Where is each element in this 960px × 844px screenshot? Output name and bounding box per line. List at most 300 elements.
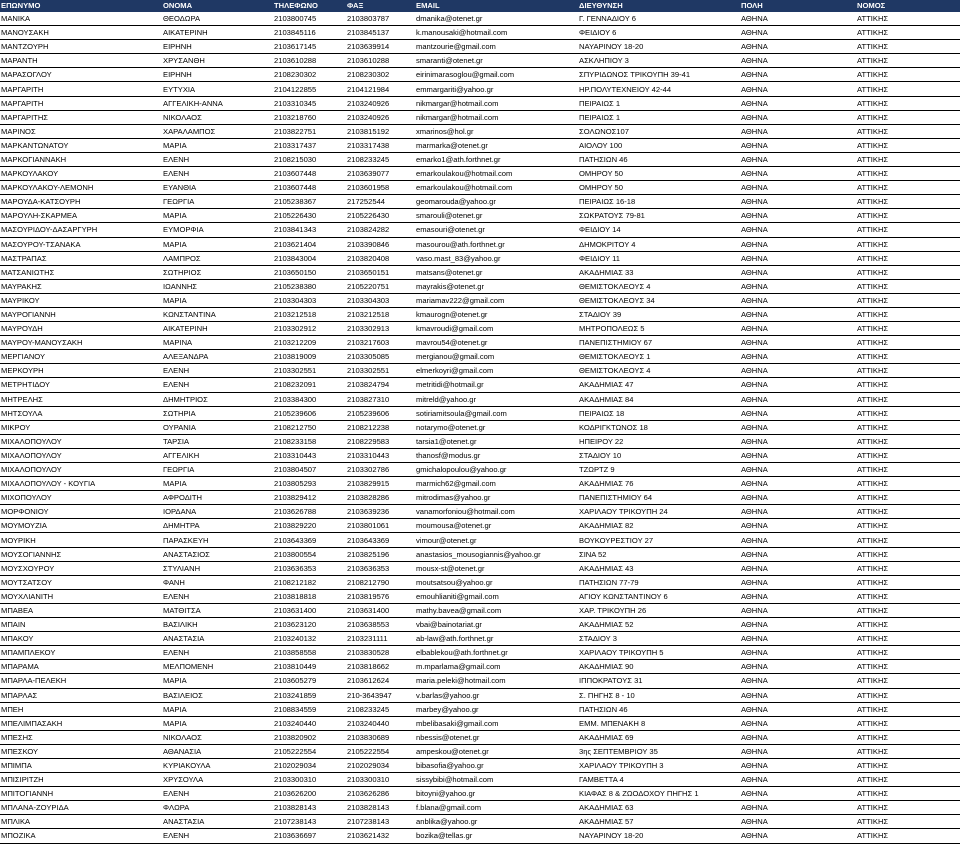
header-surname: ΕΠΩΝΥΜΟ	[0, 0, 162, 12]
first-name-cell: ΜΑΡΙΑ	[162, 702, 273, 716]
email-cell: masourou@ath.forthnet.gr	[415, 237, 578, 251]
first-name-cell: ΕΛΕΝΗ	[162, 829, 273, 843]
first-name-cell: ΑΙΚΑΤΕΡΙΝΗ	[162, 322, 273, 336]
fax-cell: 2103639914	[346, 40, 415, 54]
email-cell: mitrodimas@yahoo.gr	[415, 491, 578, 505]
prefecture-cell: ΑΤΤΙΚΗΣ	[856, 68, 960, 82]
fax-cell: 2103820408	[346, 251, 415, 265]
city-cell: ΑΘΗΝΑ	[740, 434, 856, 448]
fax-cell: 2103643369	[346, 533, 415, 547]
email-cell: eirinimarasoglou@gmail.com	[415, 68, 578, 82]
email-cell: emouhlianiti@gmail.com	[415, 589, 578, 603]
surname-cell: ΜΠΙΜΠΑ	[0, 758, 162, 772]
address-cell: ΗΠΕΙΡΟΥ 22	[578, 434, 740, 448]
first-name-cell: ΦΛΩΡΑ	[162, 801, 273, 815]
table-row	[0, 434, 960, 448]
surname-cell: ΜΑΡΙΝΟΣ	[0, 124, 162, 138]
first-name-cell: ΑΙΚΑΤΕΡΙΝΗ	[162, 26, 273, 40]
email-cell: marmich62@gmail.com	[415, 477, 578, 491]
fax-cell: 2103650151	[346, 265, 415, 279]
email-cell: emarkoulakou@hotmail.com	[415, 167, 578, 181]
address-cell: ΑΚΑΔΗΜΙΑΣ 69	[578, 730, 740, 744]
first-name-cell: ΜΑΡΙΑ	[162, 293, 273, 307]
phone-cell: 2108212750	[273, 420, 346, 434]
surname-cell: ΜΠΑΡΛΑ-ΠΕΛΕΚΗ	[0, 674, 162, 688]
city-cell: ΑΘΗΝΑ	[740, 68, 856, 82]
first-name-cell: ΕΛΕΝΗ	[162, 589, 273, 603]
email-cell: sissybibi@hotmail.com	[415, 773, 578, 787]
fax-cell: 2103240926	[346, 96, 415, 110]
phone-cell: 2103212518	[273, 307, 346, 321]
phone-cell: 2103631400	[273, 603, 346, 617]
prefecture-cell: ΑΤΤΙΚΗΣ	[856, 152, 960, 166]
surname-cell: ΜΟΥΧΛΙΑΝΙΤΗ	[0, 589, 162, 603]
address-cell: ΑΣΚΛΗΠΙΟΥ 3	[578, 54, 740, 68]
fax-cell: 2103217603	[346, 336, 415, 350]
phone-cell: 2108233158	[273, 434, 346, 448]
surname-cell: ΜΗΤΡΕΛΗΣ	[0, 392, 162, 406]
surname-cell: ΜΕΤΡΗΤΙΔΟΥ	[0, 378, 162, 392]
surname-cell: ΜΙΧΑΛΟΠΟΥΛΟΥ	[0, 434, 162, 448]
table-row	[0, 364, 960, 378]
prefecture-cell: ΑΤΤΙΚΗΣ	[856, 674, 960, 688]
email-cell: ampeskou@otenet.gr	[415, 744, 578, 758]
fax-cell: 2107238143	[346, 815, 415, 829]
surname-cell: ΜΟΡΦΟΝΙΟΥ	[0, 505, 162, 519]
address-cell: ΙΠΠΟΚΡΑΤΟΥΣ 31	[578, 674, 740, 688]
first-name-cell: ΣΤΥΛΙΑΝΗ	[162, 561, 273, 575]
table-row	[0, 293, 960, 307]
header-prefecture: ΝΟΜΟΣ	[856, 0, 960, 12]
surname-cell: ΜΠΕΛΙΜΠΑΣΑΚΗ	[0, 716, 162, 730]
surname-cell: ΜΑΡΚΟΓΙΑΝΝΑΚΗ	[0, 152, 162, 166]
prefecture-cell: ΑΤΤΙΚΗΣ	[856, 547, 960, 561]
fax-cell: 2102029034	[346, 758, 415, 772]
prefecture-cell: ΑΤΤΙΚΗΣ	[856, 632, 960, 646]
email-cell: mitreld@yahoo.gr	[415, 392, 578, 406]
table-row	[0, 336, 960, 350]
email-cell: xmarinos@hol.gr	[415, 124, 578, 138]
fax-cell: 2103231111	[346, 632, 415, 646]
prefecture-cell: ΑΤΤΙΚΗΣ	[856, 96, 960, 110]
first-name-cell: ΕΛΕΝΗ	[162, 787, 273, 801]
city-cell: ΑΘΗΝΑ	[740, 660, 856, 674]
prefecture-cell: ΑΤΤΙΚΗΣ	[856, 815, 960, 829]
phone-cell: 2103800554	[273, 547, 346, 561]
surname-cell: ΜΟΥΡΙΚΗ	[0, 533, 162, 547]
table-row	[0, 26, 960, 40]
prefecture-cell: ΑΤΤΙΚΗΣ	[856, 589, 960, 603]
city-cell: ΑΘΗΝΑ	[740, 477, 856, 491]
surname-cell: ΜΠΑΜΠΛΕΚΟΥ	[0, 646, 162, 660]
prefecture-cell: ΑΤΤΙΚΗΣ	[856, 434, 960, 448]
city-cell: ΑΘΗΝΑ	[740, 716, 856, 730]
fax-cell: 2103830528	[346, 646, 415, 660]
prefecture-cell: ΑΤΤΙΚΗΣ	[856, 26, 960, 40]
email-cell: bitoyni@yahoo.gr	[415, 787, 578, 801]
city-cell: ΑΘΗΝΑ	[740, 632, 856, 646]
table-row	[0, 82, 960, 96]
city-cell: ΑΘΗΝΑ	[740, 12, 856, 26]
surname-cell: ΜΑΥΡΙΚΟΥ	[0, 293, 162, 307]
table-row	[0, 181, 960, 195]
prefecture-cell: ΑΤΤΙΚΗΣ	[856, 350, 960, 364]
prefecture-cell: ΑΤΤΙΚΗΣ	[856, 477, 960, 491]
city-cell: ΑΘΗΝΑ	[740, 82, 856, 96]
surname-cell: ΜΠΑΡΛΑΣ	[0, 688, 162, 702]
prefecture-cell: ΑΤΤΙΚΗΣ	[856, 463, 960, 477]
phone-cell: 2108232091	[273, 378, 346, 392]
surname-cell: ΜΠΕΗ	[0, 702, 162, 716]
city-cell: ΑΘΗΝΑ	[740, 378, 856, 392]
fax-cell: 2103212518	[346, 307, 415, 321]
first-name-cell: ΠΑΡΑΣΚΕΥΗ	[162, 533, 273, 547]
city-cell: ΑΘΗΝΑ	[740, 646, 856, 660]
address-cell: ΑΚΑΔΗΜΙΑΣ 82	[578, 519, 740, 533]
address-cell: ΣΤΑΔΙΟΥ 3	[578, 632, 740, 646]
table-row	[0, 674, 960, 688]
email-cell: ab-law@ath.forthnet.gr	[415, 632, 578, 646]
address-cell: ΟΜΗΡΟΥ 50	[578, 167, 740, 181]
prefecture-cell: ΑΤΤΙΚΗΣ	[856, 702, 960, 716]
address-cell: ΦΕΙΔΙΟΥ 14	[578, 223, 740, 237]
table-row	[0, 152, 960, 166]
address-cell: ΝΑΥΑΡΙΝΟΥ 18-20	[578, 829, 740, 843]
table-row	[0, 68, 960, 82]
table-row	[0, 829, 960, 843]
phone-cell: 2103302912	[273, 322, 346, 336]
address-cell: ΑΚΑΔΗΜΙΑΣ 43	[578, 561, 740, 575]
email-cell: mantzourie@gmail.com	[415, 40, 578, 54]
city-cell: ΑΘΗΝΑ	[740, 420, 856, 434]
surname-cell: ΜΑΡΚΟΥΛΑΚΟΥ	[0, 167, 162, 181]
surname-cell: ΜΠΟΖΙΚΑ	[0, 829, 162, 843]
phone-cell: 2103304303	[273, 293, 346, 307]
fax-cell: 2105226430	[346, 209, 415, 223]
city-cell: ΑΘΗΝΑ	[740, 505, 856, 519]
city-cell: ΑΘΗΝΑ	[740, 195, 856, 209]
phone-cell: 2103626200	[273, 787, 346, 801]
email-cell: kmaurogn@otenet.gr	[415, 307, 578, 321]
phone-cell: 2103829412	[273, 491, 346, 505]
phone-cell: 2103858558	[273, 646, 346, 660]
email-cell: matsans@otenet.gr	[415, 265, 578, 279]
table-body	[0, 12, 960, 843]
prefecture-cell: ΑΤΤΙΚΗΣ	[856, 730, 960, 744]
phone-cell: 2105239606	[273, 406, 346, 420]
address-cell: ΘΕΜΙΣΤΟΚΛΕΟΥΣ 1	[578, 350, 740, 364]
first-name-cell: ΛΑΜΠΡΟΣ	[162, 251, 273, 265]
table-row	[0, 406, 960, 420]
prefecture-cell: ΑΤΤΙΚΗΣ	[856, 307, 960, 321]
city-cell: ΑΘΗΝΑ	[740, 40, 856, 54]
surname-cell: ΜΠΛΑΝΑ-ΖΟΥΡΙΔΑ	[0, 801, 162, 815]
phone-cell: 2103636353	[273, 561, 346, 575]
table-row	[0, 265, 960, 279]
table-row	[0, 96, 960, 110]
address-cell: ΦΕΙΔΙΟΥ 6	[578, 26, 740, 40]
phone-cell: 2103643369	[273, 533, 346, 547]
address-cell: ΚΟΔΡΙΓΚΤΩΝΟΣ 18	[578, 420, 740, 434]
city-cell: ΑΘΗΝΑ	[740, 674, 856, 688]
surname-cell: ΜΠΑΡΑΜΑ	[0, 660, 162, 674]
table-row	[0, 547, 960, 561]
phone-cell: 2103828143	[273, 801, 346, 815]
fax-cell: 2108229583	[346, 434, 415, 448]
first-name-cell: ΜΑΡΙΑ	[162, 477, 273, 491]
surname-cell: ΜΑΡΟΥΛΗ-ΣΚΑΡΜΕΑ	[0, 209, 162, 223]
table-row	[0, 787, 960, 801]
phone-cell: 2103310443	[273, 448, 346, 462]
address-cell: ΚΙΑΦΑΣ 8 & ΖΩΟΔΟΧΟΥ ΠΗΓΗΣ 1	[578, 787, 740, 801]
email-cell: k.manousaki@hotmail.com	[415, 26, 578, 40]
city-cell: ΑΘΗΝΑ	[740, 110, 856, 124]
city-cell: ΑΘΗΝΑ	[740, 688, 856, 702]
first-name-cell: ΕΛΕΝΗ	[162, 167, 273, 181]
fax-cell: 2108212238	[346, 420, 415, 434]
email-cell: anblika@yahoo.gr	[415, 815, 578, 829]
prefecture-cell: ΑΤΤΙΚΗΣ	[856, 519, 960, 533]
prefecture-cell: ΑΤΤΙΚΗΣ	[856, 265, 960, 279]
email-cell: nikmargar@hotmail.com	[415, 96, 578, 110]
email-cell: anastasios_mousogiannis@yahoo.gr	[415, 547, 578, 561]
table-row	[0, 477, 960, 491]
prefecture-cell: ΑΤΤΙΚΗΣ	[856, 787, 960, 801]
city-cell: ΑΘΗΝΑ	[740, 237, 856, 251]
phone-cell: 2103384300	[273, 392, 346, 406]
prefecture-cell: ΑΤΤΙΚΗΣ	[856, 181, 960, 195]
city-cell: ΑΘΗΝΑ	[740, 463, 856, 477]
prefecture-cell: ΑΤΤΙΚΗΣ	[856, 237, 960, 251]
first-name-cell: ΚΥΡΙΑΚΟΥΛΑ	[162, 758, 273, 772]
phone-cell: 2103818818	[273, 589, 346, 603]
table-row	[0, 575, 960, 589]
email-cell: mousx-st@otenet.gr	[415, 561, 578, 575]
email-cell: maria.peleki@hotmail.com	[415, 674, 578, 688]
first-name-cell: ΙΩΑΝΝΗΣ	[162, 279, 273, 293]
prefecture-cell: ΑΤΤΙΚΗΣ	[856, 223, 960, 237]
city-cell: ΑΘΗΝΑ	[740, 618, 856, 632]
surname-cell: ΜΑΝΙΚΑ	[0, 12, 162, 26]
header-city: ΠΟΛΗ	[740, 0, 856, 12]
phone-cell: 2103820902	[273, 730, 346, 744]
table-row	[0, 279, 960, 293]
surname-cell: ΜΕΡΚΟΥΡΗ	[0, 364, 162, 378]
email-cell: notarymo@otenet.gr	[415, 420, 578, 434]
prefecture-cell: ΑΤΤΙΚΗΣ	[856, 744, 960, 758]
city-cell: ΑΘΗΝΑ	[740, 392, 856, 406]
address-cell: ΟΜΗΡΟΥ 50	[578, 181, 740, 195]
fax-cell: 2103824282	[346, 223, 415, 237]
phone-cell: 2105238367	[273, 195, 346, 209]
address-cell: ΠΕΙΡΑΙΩΣ 1	[578, 110, 740, 124]
prefecture-cell: ΑΤΤΙΚΗΣ	[856, 364, 960, 378]
city-cell: ΑΘΗΝΑ	[740, 448, 856, 462]
email-cell: mbelibasaki@gmail.com	[415, 716, 578, 730]
surname-cell: ΜΠΕΣΚΟΥ	[0, 744, 162, 758]
phone-cell: 2103805293	[273, 477, 346, 491]
prefecture-cell: ΑΤΤΙΚΗΣ	[856, 195, 960, 209]
fax-cell: 2103819576	[346, 589, 415, 603]
table-row	[0, 307, 960, 321]
surname-cell: ΜΑΝΤΖΟΥΡΗ	[0, 40, 162, 54]
phone-cell: 2103626788	[273, 505, 346, 519]
city-cell: ΑΘΗΝΑ	[740, 773, 856, 787]
email-cell: moutsatsou@yahoo.gr	[415, 575, 578, 589]
surname-cell: ΜΠΑΒΕΑ	[0, 603, 162, 617]
fax-cell: 2105222554	[346, 744, 415, 758]
city-cell: ΑΘΗΝΑ	[740, 406, 856, 420]
address-cell: ΦΕΙΔΙΟΥ 11	[578, 251, 740, 265]
phone-cell: 2103617145	[273, 40, 346, 54]
prefecture-cell: ΑΤΤΙΚΗΣ	[856, 40, 960, 54]
phone-cell: 2103300310	[273, 773, 346, 787]
prefecture-cell: ΑΤΤΙΚΗΣ	[856, 82, 960, 96]
first-name-cell: ΜΑΡΙΑ	[162, 209, 273, 223]
fax-cell: 2103240926	[346, 110, 415, 124]
phone-cell: 2103819009	[273, 350, 346, 364]
table-row	[0, 392, 960, 406]
phone-cell: 2103610288	[273, 54, 346, 68]
table-row	[0, 773, 960, 787]
address-cell: ΤΖΩΡΤΖ 9	[578, 463, 740, 477]
first-name-cell: ΜΑΡΙΑ	[162, 674, 273, 688]
email-cell: elbablekou@ath.forthnet.gr	[415, 646, 578, 660]
city-cell: ΑΘΗΝΑ	[740, 547, 856, 561]
surname-cell: ΜΑΡΚΟΥΛΑΚΟΥ-ΛΕΜΟΝΗ	[0, 181, 162, 195]
phone-cell: 2108215030	[273, 152, 346, 166]
email-cell: geomarouda@yahoo.gr	[415, 195, 578, 209]
prefecture-cell: ΑΤΤΙΚΗΣ	[856, 491, 960, 505]
phone-cell: 2103302551	[273, 364, 346, 378]
city-cell: ΑΘΗΝΑ	[740, 533, 856, 547]
phone-cell: 2103607448	[273, 167, 346, 181]
first-name-cell: ΒΑΣΙΛΕΙΟΣ	[162, 688, 273, 702]
table-row	[0, 12, 960, 26]
email-cell: thanosf@modus.gr	[415, 448, 578, 462]
prefecture-cell: ΑΤΤΙΚΗΣ	[856, 603, 960, 617]
first-name-cell: ΕΙΡΗΝΗ	[162, 68, 273, 82]
email-cell: v.barlas@yahoo.gr	[415, 688, 578, 702]
fax-cell: 2103639077	[346, 167, 415, 181]
address-cell: ΠΑΝΕΠΙΣΤΗΜΙΟΥ 64	[578, 491, 740, 505]
email-cell: emarko1@ath.forthnet.gr	[415, 152, 578, 166]
first-name-cell: ΑΦΡΟΔΙΤΗ	[162, 491, 273, 505]
address-cell: ΧΑΡΙΛΑΟΥ ΤΡΙΚΟΥΠΗ 5	[578, 646, 740, 660]
address-cell: ΣΠΥΡΙΔΩΝΟΣ ΤΡΙΚΟΥΠΗ 39-41	[578, 68, 740, 82]
fax-cell: 2103300310	[346, 773, 415, 787]
fax-cell: 2103824794	[346, 378, 415, 392]
fax-cell: 2103621432	[346, 829, 415, 843]
phone-cell: 2103623120	[273, 618, 346, 632]
phone-cell: 2103621404	[273, 237, 346, 251]
first-name-cell: ΣΩΤΗΡΙΑ	[162, 406, 273, 420]
address-cell: ΑΚΑΔΗΜΙΑΣ 90	[578, 660, 740, 674]
fax-cell: 2108212790	[346, 575, 415, 589]
surname-cell: ΜΟΥΤΣΑΤΣΟΥ	[0, 575, 162, 589]
fax-cell: 2103310443	[346, 448, 415, 462]
phone-cell: 2103650150	[273, 265, 346, 279]
surname-cell: ΜΙΧΑΛΟΠΟΥΛΟΥ - ΚΟΥΓΙΑ	[0, 477, 162, 491]
fax-cell: 2103828143	[346, 801, 415, 815]
phone-cell: 2103317437	[273, 138, 346, 152]
first-name-cell: ΜΑΡΙΑ	[162, 237, 273, 251]
first-name-cell: ΚΩΝΣΤΑΝΤΙΝΑ	[162, 307, 273, 321]
first-name-cell: ΜΑΡΙΝΑ	[162, 336, 273, 350]
first-name-cell: ΤΑΡΣΙΑ	[162, 434, 273, 448]
table-row	[0, 801, 960, 815]
address-cell: ΒΟΥΚΟΥΡΕΣΤΙΟΥ 27	[578, 533, 740, 547]
email-cell: mariamav222@gmail.com	[415, 293, 578, 307]
surname-cell: ΜΑΣΤΡΑΠΑΣ	[0, 251, 162, 265]
city-cell: ΑΘΗΝΑ	[740, 251, 856, 265]
first-name-cell: ΜΕΛΠΟΜΕΝΗ	[162, 660, 273, 674]
surname-cell: ΜΑΡΓΑΡΙΤΗ	[0, 96, 162, 110]
address-cell: ΔΗΜΟΚΡΙΤΟΥ 4	[578, 237, 740, 251]
fax-cell: 2103612624	[346, 674, 415, 688]
table-row	[0, 618, 960, 632]
table-row	[0, 702, 960, 716]
fax-cell: 2105220751	[346, 279, 415, 293]
first-name-cell: ΓΕΩΡΓΙΑ	[162, 463, 273, 477]
address-cell: ΠΕΙΡΑΙΩΣ 18	[578, 406, 740, 420]
phone-cell: 2105238380	[273, 279, 346, 293]
prefecture-cell: ΑΤΤΙΚΗΣ	[856, 406, 960, 420]
address-cell: ΑΚΑΔΗΜΙΑΣ 33	[578, 265, 740, 279]
city-cell: ΑΘΗΝΑ	[740, 138, 856, 152]
first-name-cell: ΑΝΑΣΤΑΣΙΑ	[162, 815, 273, 829]
city-cell: ΑΘΗΝΑ	[740, 491, 856, 505]
table-row	[0, 603, 960, 617]
prefecture-cell: ΑΤΤΙΚΗΣ	[856, 167, 960, 181]
first-name-cell: ΜΑΡΙΑ	[162, 716, 273, 730]
city-cell: ΑΘΗΝΑ	[740, 575, 856, 589]
address-cell: ΠΕΙΡΑΙΩΣ 1	[578, 96, 740, 110]
surname-cell: ΜΕΡΓΙΑΝΟΥ	[0, 350, 162, 364]
prefecture-cell: ΑΤΤΙΚΗΣ	[856, 138, 960, 152]
prefecture-cell: ΑΤΤΙΚΗΣ	[856, 561, 960, 575]
surname-cell: ΜΠΙΣΙΡΙΤΖΗ	[0, 773, 162, 787]
table-row	[0, 322, 960, 336]
surname-cell: ΜΑΡΚΑΝΤΩΝΑΤΟΥ	[0, 138, 162, 152]
city-cell: ΑΘΗΝΑ	[740, 181, 856, 195]
address-cell: ΑΚΑΔΗΜΙΑΣ 57	[578, 815, 740, 829]
city-cell: ΑΘΗΝΑ	[740, 801, 856, 815]
fax-cell: 210-3643947	[346, 688, 415, 702]
city-cell: ΑΘΗΝΑ	[740, 744, 856, 758]
first-name-cell: ΜΑΤΘΙΤΣΑ	[162, 603, 273, 617]
email-cell: smarouli@otenet.gr	[415, 209, 578, 223]
city-cell: ΑΘΗΝΑ	[740, 96, 856, 110]
prefecture-cell: ΑΤΤΙΚΗΣ	[856, 279, 960, 293]
city-cell: ΑΘΗΝΑ	[740, 209, 856, 223]
city-cell: ΑΘΗΝΑ	[740, 223, 856, 237]
table-row	[0, 237, 960, 251]
address-cell: ΘΕΜΙΣΤΟΚΛΕΟΥΣ 34	[578, 293, 740, 307]
surname-cell: ΜΠΕΣΗΣ	[0, 730, 162, 744]
fax-cell: 2103626286	[346, 787, 415, 801]
first-name-cell: ΑΘΑΝΑΣΙΑ	[162, 744, 273, 758]
city-cell: ΑΘΗΝΑ	[740, 815, 856, 829]
phone-cell: 2103240440	[273, 716, 346, 730]
prefecture-cell: ΑΤΤΙΚΗΣ	[856, 618, 960, 632]
first-name-cell: ΦΑΝΗ	[162, 575, 273, 589]
first-name-cell: ΒΑΣΙΛΙΚΗ	[162, 618, 273, 632]
first-name-cell: ΜΑΡΙΑ	[162, 138, 273, 152]
first-name-cell: ΑΓΓΕΛΙΚΗ	[162, 448, 273, 462]
address-cell: ΑΙΟΛΟΥ 100	[578, 138, 740, 152]
first-name-cell: ΧΑΡΑΛΑΜΠΟΣ	[162, 124, 273, 138]
